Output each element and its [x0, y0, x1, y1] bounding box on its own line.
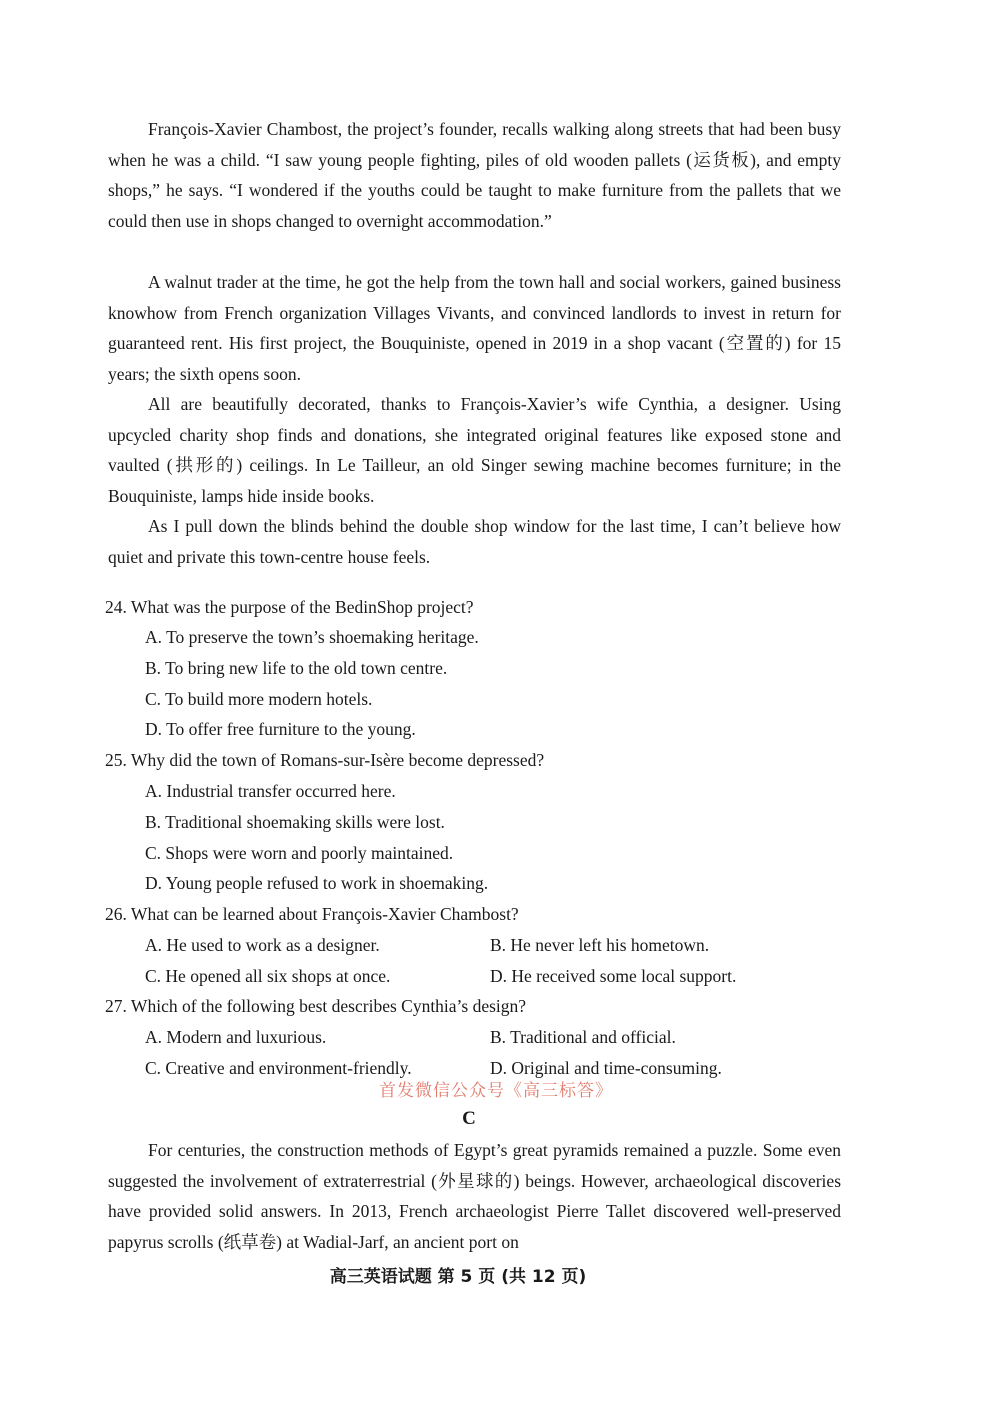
question-24-option-a: A. To preserve the town’s shoemaking heritage. [145, 627, 479, 647]
question-24-option-c: C. To build more modern hotels. [145, 689, 373, 709]
passage-c-paragraph-1: For centuries, the construction methods of Egypt’s great pyramids remained a puzzle. Some even suggested the involvement of extraterrestrial (外星球的) beings. However, archaeological discoveries have provided solid answers. In 2013, French archaeologist Pierre Tallet discovered well-preserved papyrus scrolls (纸草卷) at Wadial-Jarf, an ancient port on [108, 1140, 841, 1252]
question-26-option-c: C. He opened all six shops at once. [145, 966, 391, 986]
question-25-option-d: D. Young people refused to work in shoemaking. [145, 873, 489, 893]
passage-b-paragraph-4: As I pull down the blinds behind the double shop window for the last time, I can’t believe how quiet and private this town-centre house feels. [108, 516, 841, 567]
section-c-heading: C [462, 1108, 476, 1129]
question-27-option-a: A. Modern and luxurious. [145, 1027, 327, 1047]
passage-b-paragraph-1: François-Xavier Chambost, the project’s founder, recalls walking along streets that had been busy when he was a child. “I saw young people fighting, piles of old wooden pallets (运货板), and empty shops,” he says. “I wondered if the youths could be taught to make furniture from the pallets that we could then use in shops changed to overnight accommodation.” [108, 119, 841, 231]
question-25-option-c: C. Shops were worn and poorly maintained. [145, 843, 454, 863]
watermark-text: 首发微信公众号《高三标答》 [379, 1081, 613, 1101]
question-27-stem: 27. Which of the following best describes Cynthia’s design? [105, 996, 527, 1016]
question-26-option-b: B. He never left his hometown. [490, 935, 710, 955]
question-24-option-b: B. To bring new life to the old town centre. [145, 658, 448, 678]
question-27-option-c: C. Creative and environment-friendly. [145, 1058, 412, 1078]
passage-b-paragraph-2: A walnut trader at the time, he got the help from the town hall and social workers, gained business knowhow from French organization Villages Vivants, and convinced landlords to invest in return for guaranteed rent. His first project, the Bouquiniste, opened in 2019 in a shop vacant (空置的) for 15 years; the sixth opens soon. [108, 272, 841, 384]
question-27-option-d: D. Original and time-consuming. [490, 1058, 722, 1078]
question-24-option-d: D. To offer free furniture to the young. [145, 719, 416, 739]
question-26-option-d: D. He received some local support. [490, 966, 737, 986]
question-25-stem: 25. Why did the town of Romans-sur-Isère become depressed? [105, 750, 545, 770]
page-footer: 高三英语试题 第 5 页 (共 12 页) [329, 1267, 587, 1287]
question-25-option-b: B. Traditional shoemaking skills were lost. [145, 812, 445, 832]
question-24-stem: 24. What was the purpose of the BedinShop project? [105, 597, 474, 617]
question-26-stem: 26. What can be learned about François-Xavier Chambost? [105, 904, 519, 924]
question-25-option-a: A. Industrial transfer occurred here. [145, 781, 396, 801]
question-26-option-a: A. He used to work as a designer. [145, 935, 380, 955]
passage-b-paragraph-3: All are beautifully decorated, thanks to François-Xavier’s wife Cynthia, a designer. Using upcycled charity shop finds and donations, she integrated original features like exposed stone and vaulted (拱形的) ceilings. In Le Tailleur, an old Singer sewing machine becomes furniture; in the Bouquiniste, lamps hide inside books. [108, 394, 841, 506]
question-27-option-b: B. Traditional and official. [490, 1027, 676, 1047]
